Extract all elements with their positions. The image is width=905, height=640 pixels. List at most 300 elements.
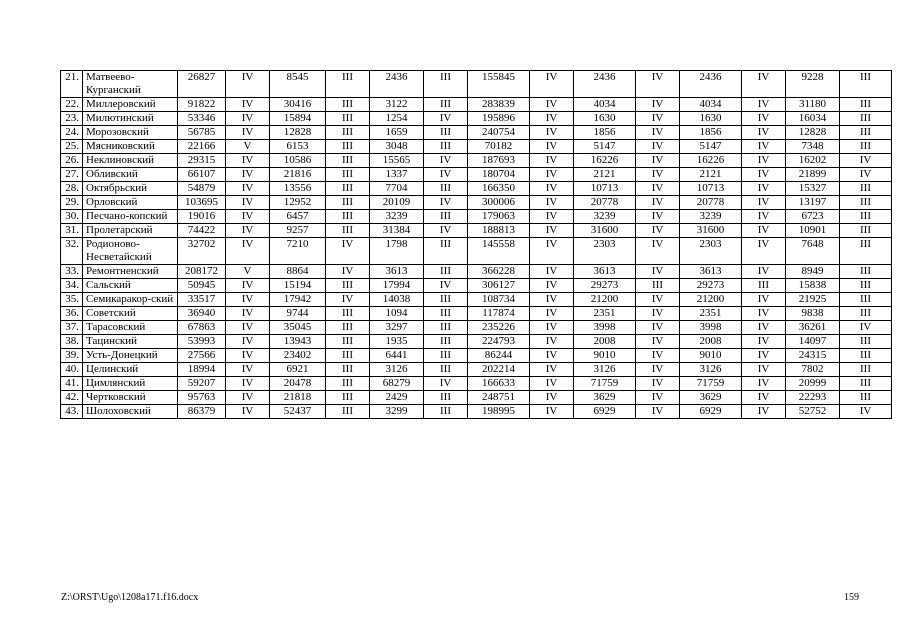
value-cell: 10713 — [574, 182, 636, 196]
class-cell: IV — [742, 307, 786, 321]
value-cell: 18994 — [178, 363, 226, 377]
value-cell: 20778 — [680, 196, 742, 210]
row-number: 36. — [61, 307, 83, 321]
value-cell: 155845 — [468, 71, 530, 98]
value-cell: 3239 — [574, 210, 636, 224]
value-cell: 7802 — [786, 363, 840, 377]
value-cell: 68279 — [370, 377, 424, 391]
value-cell: 26827 — [178, 71, 226, 98]
value-cell: 17994 — [370, 279, 424, 293]
class-cell: IV — [226, 321, 270, 335]
value-cell: 17942 — [270, 293, 326, 307]
class-cell: IV — [530, 307, 574, 321]
class-cell: IV — [226, 293, 270, 307]
class-cell: IV — [226, 377, 270, 391]
value-cell: 224793 — [468, 335, 530, 349]
value-cell: 86379 — [178, 405, 226, 419]
class-cell: IV — [636, 335, 680, 349]
class-cell: IV — [636, 112, 680, 126]
value-cell: 54879 — [178, 182, 226, 196]
class-cell: III — [326, 321, 370, 335]
class-cell: III — [326, 196, 370, 210]
value-cell: 1254 — [370, 112, 424, 126]
class-cell: IV — [636, 238, 680, 265]
class-cell: III — [840, 265, 892, 279]
class-cell: IV — [530, 321, 574, 335]
value-cell: 4034 — [680, 98, 742, 112]
class-cell: III — [326, 335, 370, 349]
class-cell: IV — [742, 126, 786, 140]
value-cell: 53346 — [178, 112, 226, 126]
class-cell: IV — [530, 238, 574, 265]
value-cell: 29273 — [574, 279, 636, 293]
value-cell: 86244 — [468, 349, 530, 363]
class-cell: IV — [226, 405, 270, 419]
class-cell: V — [226, 140, 270, 154]
value-cell: 1630 — [680, 112, 742, 126]
table-row — [61, 279, 892, 293]
district-name: Ремонтненский — [83, 265, 178, 279]
value-cell: 6441 — [370, 349, 424, 363]
class-cell: IV — [742, 98, 786, 112]
value-cell: 208172 — [178, 265, 226, 279]
class-cell: IV — [530, 196, 574, 210]
class-cell: IV — [530, 279, 574, 293]
value-cell: 13943 — [270, 335, 326, 349]
value-cell: 16226 — [680, 154, 742, 168]
value-cell: 235226 — [468, 321, 530, 335]
class-cell: IV — [742, 335, 786, 349]
district-name: Сальский — [83, 279, 178, 293]
class-cell: III — [326, 224, 370, 238]
value-cell: 31180 — [786, 98, 840, 112]
class-cell: IV — [326, 238, 370, 265]
value-cell: 3629 — [574, 391, 636, 405]
value-cell: 15194 — [270, 279, 326, 293]
value-cell: 2429 — [370, 391, 424, 405]
value-cell: 2121 — [574, 168, 636, 182]
class-cell: IV — [840, 405, 892, 419]
class-cell: IV — [742, 265, 786, 279]
class-cell: IV — [530, 363, 574, 377]
class-cell: IV — [742, 168, 786, 182]
value-cell: 3126 — [680, 363, 742, 377]
class-cell: IV — [636, 224, 680, 238]
value-cell: 117874 — [468, 307, 530, 321]
class-cell: III — [424, 363, 468, 377]
value-cell: 7648 — [786, 238, 840, 265]
class-cell: IV — [530, 377, 574, 391]
row-number: 32. — [61, 238, 83, 265]
class-cell: III — [840, 279, 892, 293]
value-cell: 71759 — [680, 377, 742, 391]
table-row — [61, 391, 892, 405]
district-name: Песчано-копский — [83, 210, 178, 224]
table-row — [61, 196, 892, 210]
class-cell: III — [840, 210, 892, 224]
class-cell: IV — [742, 293, 786, 307]
value-cell: 7704 — [370, 182, 424, 196]
value-cell: 180704 — [468, 168, 530, 182]
class-cell: IV — [742, 321, 786, 335]
class-cell: IV — [424, 377, 468, 391]
value-cell: 22293 — [786, 391, 840, 405]
district-name: Милютинский — [83, 112, 178, 126]
value-cell: 1094 — [370, 307, 424, 321]
value-cell: 7348 — [786, 140, 840, 154]
value-cell: 6921 — [270, 363, 326, 377]
value-cell: 21925 — [786, 293, 840, 307]
class-cell: IV — [742, 112, 786, 126]
district-name: Морозовский — [83, 126, 178, 140]
class-cell: IV — [530, 98, 574, 112]
value-cell: 187693 — [468, 154, 530, 168]
value-cell: 19016 — [178, 210, 226, 224]
class-cell: III — [326, 307, 370, 321]
value-cell: 9257 — [270, 224, 326, 238]
value-cell: 29315 — [178, 154, 226, 168]
row-number: 25. — [61, 140, 83, 154]
value-cell: 1659 — [370, 126, 424, 140]
table-row — [61, 307, 892, 321]
class-cell: III — [326, 154, 370, 168]
row-number: 28. — [61, 182, 83, 196]
class-cell: IV — [742, 196, 786, 210]
class-cell: III — [424, 335, 468, 349]
class-cell: IV — [530, 168, 574, 182]
class-cell: III — [424, 349, 468, 363]
value-cell: 7210 — [270, 238, 326, 265]
class-cell: IV — [530, 71, 574, 98]
value-cell: 6929 — [680, 405, 742, 419]
class-cell: IV — [226, 126, 270, 140]
value-cell: 179063 — [468, 210, 530, 224]
class-cell: IV — [636, 391, 680, 405]
value-cell: 71759 — [574, 377, 636, 391]
class-cell: IV — [226, 238, 270, 265]
value-cell: 22166 — [178, 140, 226, 154]
class-cell: IV — [226, 182, 270, 196]
class-cell: IV — [636, 307, 680, 321]
class-cell: III — [840, 238, 892, 265]
row-number: 23. — [61, 112, 83, 126]
value-cell: 2303 — [680, 238, 742, 265]
class-cell: IV — [226, 112, 270, 126]
value-cell: 1798 — [370, 238, 424, 265]
class-cell: III — [840, 377, 892, 391]
class-cell: IV — [226, 210, 270, 224]
value-cell: 2303 — [574, 238, 636, 265]
value-cell: 3613 — [370, 265, 424, 279]
value-cell: 1856 — [680, 126, 742, 140]
value-cell: 32702 — [178, 238, 226, 265]
class-cell: III — [424, 321, 468, 335]
row-number: 30. — [61, 210, 83, 224]
table-row — [61, 335, 892, 349]
value-cell: 1630 — [574, 112, 636, 126]
class-cell: IV — [840, 168, 892, 182]
value-cell: 108734 — [468, 293, 530, 307]
class-cell: IV — [742, 391, 786, 405]
value-cell: 29273 — [680, 279, 742, 293]
class-cell: III — [424, 182, 468, 196]
value-cell: 5147 — [680, 140, 742, 154]
class-cell: IV — [636, 363, 680, 377]
value-cell: 3613 — [680, 265, 742, 279]
value-cell: 66107 — [178, 168, 226, 182]
district-name: Миллеровский — [83, 98, 178, 112]
value-cell: 15327 — [786, 182, 840, 196]
footer-page-number: 159 — [844, 592, 859, 603]
class-cell: IV — [326, 265, 370, 279]
value-cell: 56785 — [178, 126, 226, 140]
class-cell: IV — [742, 71, 786, 98]
value-cell: 8949 — [786, 265, 840, 279]
class-cell: IV — [840, 321, 892, 335]
class-cell: III — [326, 349, 370, 363]
value-cell: 5147 — [574, 140, 636, 154]
district-name: Пролетарский — [83, 224, 178, 238]
value-cell: 9010 — [680, 349, 742, 363]
value-cell: 10901 — [786, 224, 840, 238]
value-cell: 6457 — [270, 210, 326, 224]
value-cell: 283839 — [468, 98, 530, 112]
value-cell: 31600 — [574, 224, 636, 238]
value-cell: 202214 — [468, 363, 530, 377]
value-cell: 70182 — [468, 140, 530, 154]
table-row — [61, 168, 892, 182]
row-number: 26. — [61, 154, 83, 168]
class-cell: III — [742, 279, 786, 293]
class-cell: IV — [636, 321, 680, 335]
value-cell: 4034 — [574, 98, 636, 112]
value-cell: 36261 — [786, 321, 840, 335]
value-cell: 366228 — [468, 265, 530, 279]
value-cell: 12828 — [786, 126, 840, 140]
table-row — [61, 71, 892, 98]
value-cell: 10586 — [270, 154, 326, 168]
value-cell: 1337 — [370, 168, 424, 182]
value-cell: 1935 — [370, 335, 424, 349]
row-number: 33. — [61, 265, 83, 279]
value-cell: 166633 — [468, 377, 530, 391]
class-cell: IV — [530, 293, 574, 307]
class-cell: III — [840, 98, 892, 112]
value-cell: 9838 — [786, 307, 840, 321]
value-cell: 50945 — [178, 279, 226, 293]
data-table — [60, 70, 892, 419]
value-cell: 52437 — [270, 405, 326, 419]
value-cell: 16034 — [786, 112, 840, 126]
row-number: 27. — [61, 168, 83, 182]
value-cell: 248751 — [468, 391, 530, 405]
row-number: 29. — [61, 196, 83, 210]
table-body — [61, 71, 892, 419]
class-cell: III — [326, 210, 370, 224]
value-cell: 13556 — [270, 182, 326, 196]
class-cell: III — [840, 126, 892, 140]
value-cell: 9744 — [270, 307, 326, 321]
value-cell: 2351 — [574, 307, 636, 321]
class-cell: III — [840, 349, 892, 363]
class-cell: IV — [742, 377, 786, 391]
value-cell: 23402 — [270, 349, 326, 363]
class-cell: IV — [530, 391, 574, 405]
row-number: 37. — [61, 321, 83, 335]
class-cell: IV — [636, 98, 680, 112]
class-cell: III — [326, 98, 370, 112]
value-cell: 52752 — [786, 405, 840, 419]
class-cell: IV — [636, 140, 680, 154]
value-cell: 1856 — [574, 126, 636, 140]
value-cell: 166350 — [468, 182, 530, 196]
value-cell: 6153 — [270, 140, 326, 154]
class-cell: IV — [636, 182, 680, 196]
value-cell: 3998 — [574, 321, 636, 335]
district-name: Тацинский — [83, 335, 178, 349]
class-cell: III — [840, 71, 892, 98]
value-cell: 21200 — [574, 293, 636, 307]
district-name: Шолоховский — [83, 405, 178, 419]
value-cell: 14038 — [370, 293, 424, 307]
class-cell: III — [326, 377, 370, 391]
row-number: 40. — [61, 363, 83, 377]
class-cell: IV — [226, 391, 270, 405]
footer-file-path: Z:\ORST\Ugo\1208a171.f16.docx — [61, 592, 199, 603]
class-cell: IV — [424, 154, 468, 168]
class-cell: IV — [742, 182, 786, 196]
class-cell: IV — [742, 224, 786, 238]
class-cell: III — [840, 293, 892, 307]
district-name: Неклиновский — [83, 154, 178, 168]
row-number: 34. — [61, 279, 83, 293]
table-row — [61, 112, 892, 126]
class-cell: IV — [636, 349, 680, 363]
class-cell: IV — [742, 140, 786, 154]
value-cell: 300006 — [468, 196, 530, 210]
class-cell: IV — [530, 140, 574, 154]
value-cell: 3629 — [680, 391, 742, 405]
value-cell: 2436 — [574, 71, 636, 98]
value-cell: 30416 — [270, 98, 326, 112]
value-cell: 2436 — [680, 71, 742, 98]
district-name: Обливский — [83, 168, 178, 182]
table-row — [61, 98, 892, 112]
value-cell: 21200 — [680, 293, 742, 307]
value-cell: 14097 — [786, 335, 840, 349]
class-cell: III — [840, 224, 892, 238]
value-cell: 15894 — [270, 112, 326, 126]
class-cell: IV — [424, 196, 468, 210]
class-cell: IV — [742, 349, 786, 363]
district-name: Матвеево-Курганский — [83, 71, 178, 98]
value-cell: 145558 — [468, 238, 530, 265]
class-cell: III — [326, 363, 370, 377]
class-cell: V — [226, 265, 270, 279]
district-name: Мясниковский — [83, 140, 178, 154]
class-cell: IV — [636, 210, 680, 224]
class-cell: IV — [636, 71, 680, 98]
row-number: 41. — [61, 377, 83, 391]
value-cell: 3998 — [680, 321, 742, 335]
value-cell: 21818 — [270, 391, 326, 405]
row-number: 35. — [61, 293, 83, 307]
class-cell: IV — [636, 196, 680, 210]
table-row — [61, 210, 892, 224]
class-cell: IV — [636, 405, 680, 419]
value-cell: 9010 — [574, 349, 636, 363]
class-cell: IV — [530, 126, 574, 140]
value-cell: 2351 — [680, 307, 742, 321]
table-row — [61, 224, 892, 238]
class-cell: III — [424, 405, 468, 419]
class-cell: III — [424, 126, 468, 140]
class-cell: III — [840, 307, 892, 321]
table-row — [61, 238, 892, 265]
value-cell: 9228 — [786, 71, 840, 98]
class-cell: IV — [226, 98, 270, 112]
row-number: 31. — [61, 224, 83, 238]
value-cell: 20778 — [574, 196, 636, 210]
value-cell: 12952 — [270, 196, 326, 210]
class-cell: IV — [226, 224, 270, 238]
value-cell: 16202 — [786, 154, 840, 168]
value-cell: 8864 — [270, 265, 326, 279]
class-cell: III — [424, 98, 468, 112]
class-cell: IV — [742, 363, 786, 377]
value-cell: 103695 — [178, 196, 226, 210]
value-cell: 240754 — [468, 126, 530, 140]
class-cell: IV — [742, 210, 786, 224]
value-cell: 3239 — [370, 210, 424, 224]
table-row — [61, 321, 892, 335]
class-cell: IV — [226, 279, 270, 293]
district-name: Цимлянский — [83, 377, 178, 391]
class-cell: IV — [636, 293, 680, 307]
class-cell: IV — [742, 238, 786, 265]
class-cell: III — [326, 71, 370, 98]
value-cell: 20109 — [370, 196, 424, 210]
table-row — [61, 182, 892, 196]
class-cell: IV — [326, 293, 370, 307]
class-cell: III — [424, 265, 468, 279]
class-cell: IV — [226, 335, 270, 349]
value-cell: 195896 — [468, 112, 530, 126]
value-cell: 74422 — [178, 224, 226, 238]
row-number: 38. — [61, 335, 83, 349]
class-cell: III — [840, 140, 892, 154]
class-cell: IV — [226, 349, 270, 363]
value-cell: 2008 — [680, 335, 742, 349]
class-cell: IV — [226, 154, 270, 168]
value-cell: 16226 — [574, 154, 636, 168]
class-cell: III — [326, 391, 370, 405]
class-cell: IV — [636, 265, 680, 279]
value-cell: 2436 — [370, 71, 424, 98]
row-number: 42. — [61, 391, 83, 405]
value-cell: 3239 — [680, 210, 742, 224]
district-name: Усть-Донецкий — [83, 349, 178, 363]
table-row — [61, 377, 892, 391]
value-cell: 6929 — [574, 405, 636, 419]
value-cell: 3048 — [370, 140, 424, 154]
class-cell: IV — [530, 112, 574, 126]
district-name: Родионово-Несветайский — [83, 238, 178, 265]
class-cell: IV — [742, 405, 786, 419]
value-cell: 35045 — [270, 321, 326, 335]
value-cell: 8545 — [270, 71, 326, 98]
value-cell: 91822 — [178, 98, 226, 112]
